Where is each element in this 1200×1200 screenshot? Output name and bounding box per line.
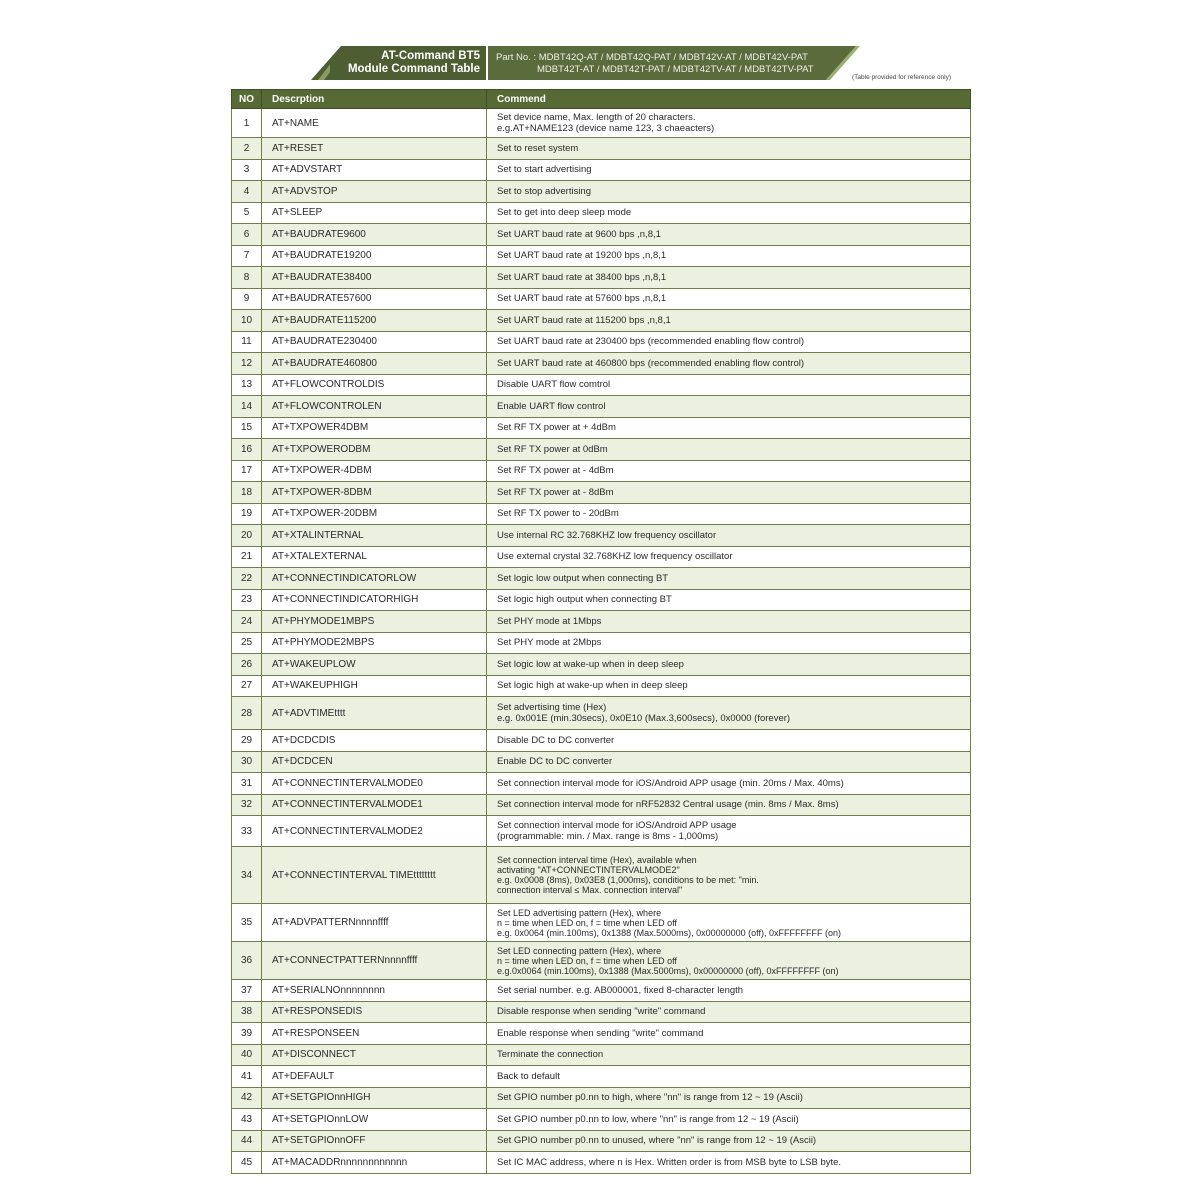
description-line: Set GPIO number p0.nn to unused, where "nn" is range from 12 ~ 19 (Ascii) — [497, 1135, 817, 1147]
description-line: connection interval ≤ Max. connection interval" — [497, 885, 683, 895]
command-cell: AT+BAUDRATE57600 — [262, 288, 487, 310]
row-number: 34 — [232, 847, 262, 904]
row-number: 37 — [232, 980, 262, 1002]
description-cell — [487, 267, 971, 289]
row-number: 5 — [232, 202, 262, 224]
description-line: Set to stop advertising — [497, 185, 591, 197]
table-row — [232, 980, 971, 1002]
part-line-1: Part No. : MDBT42Q-AT / MDBT42Q-PAT / MDBT42V-AT / MDBT42V-PAT — [496, 52, 808, 63]
row-number: 43 — [232, 1109, 262, 1131]
description-line: Use external crystal 32.768KHZ low frequency oscillator — [497, 551, 733, 563]
table-row — [232, 1152, 971, 1174]
table-row — [232, 904, 971, 942]
description-line: (programmable: min. / Max. range is 8ms - 1,000ms) — [497, 831, 719, 842]
row-number: 10 — [232, 310, 262, 332]
description-cell — [487, 816, 971, 847]
command-cell: AT+DCDCEN — [262, 751, 487, 773]
description-cell — [487, 417, 971, 439]
command-cell: AT+SETGPIOnnHIGH — [262, 1087, 487, 1109]
table-row — [232, 611, 971, 633]
description-line: Set to get into deep sleep mode — [497, 207, 632, 219]
description-cell — [487, 773, 971, 795]
description-line: Set PHY mode at 1Mbps — [497, 615, 602, 627]
command-cell: AT+CONNECTINDICATORHIGH — [262, 589, 487, 611]
table-row — [232, 816, 971, 847]
command-cell: AT+WAKEUPLOW — [262, 654, 487, 676]
description-cell — [487, 245, 971, 267]
row-number: 19 — [232, 503, 262, 525]
description-cell — [487, 546, 971, 568]
row-number: 14 — [232, 396, 262, 418]
description-cell — [487, 632, 971, 654]
part-numbers — [496, 52, 814, 76]
table-row — [232, 847, 971, 904]
table-row — [232, 1044, 971, 1066]
row-number: 30 — [232, 751, 262, 773]
command-cell: AT+ADVSTART — [262, 159, 487, 181]
description-line: e.g.AT+NAME123 (device name 123, 3 chaeacters) — [497, 123, 715, 134]
command-cell: AT+DCDCDIS — [262, 730, 487, 752]
row-number: 23 — [232, 589, 262, 611]
column-header-command: Commend — [487, 90, 971, 109]
description-line: Set connection interval mode for iOS/Android APP usage — [497, 820, 737, 831]
description-line: activating "AT+CONNECTINTERVALMODE2" — [497, 865, 680, 875]
row-number: 33 — [232, 816, 262, 847]
description-cell — [487, 1044, 971, 1066]
description-line: Set connection interval time (Hex), available when — [497, 855, 697, 865]
table-row — [232, 675, 971, 697]
table-row — [232, 1001, 971, 1023]
description-cell — [487, 654, 971, 676]
table-row — [232, 267, 971, 289]
table-row — [232, 942, 971, 980]
description-cell — [487, 224, 971, 246]
description-cell — [487, 1109, 971, 1131]
table-row — [232, 1130, 971, 1152]
table-row — [232, 794, 971, 816]
description-line: Disable DC to DC converter — [497, 734, 615, 746]
description-line: Set logic low at wake-up when in deep sleep — [497, 658, 684, 670]
description-cell — [487, 288, 971, 310]
description-line: Set GPIO number p0.nn to low, where "nn" is range from 12 ~ 19 (Ascii) — [497, 1113, 799, 1125]
description-cell — [487, 980, 971, 1002]
table-row — [232, 525, 971, 547]
row-number: 41 — [232, 1066, 262, 1088]
command-cell: AT+BAUDRATE19200 — [262, 245, 487, 267]
description-cell — [487, 138, 971, 160]
part-line-2: MDBT42T-AT / MDBT42T-PAT / MDBT42TV-AT / MDBT42TV-PAT — [537, 64, 814, 75]
command-cell: AT+XTALINTERNAL — [262, 525, 487, 547]
description-cell — [487, 353, 971, 375]
table-row — [232, 374, 971, 396]
description-line: e.g.0x0064 (min.100ms), 0x1388 (Max.5000ms), 0x00000000 (off), 0xFFFFFFFF (on) — [497, 965, 839, 976]
command-cell: AT+CONNECTPATTERNnnnnffff — [262, 942, 487, 980]
command-cell: AT+TXPOWER-4DBM — [262, 460, 487, 482]
command-cell: AT+CONNECTINTERVAL TIMEtttttttt — [262, 847, 487, 904]
command-cell: AT+PHYMODE2MBPS — [262, 632, 487, 654]
command-cell: AT+RESPONSEEN — [262, 1023, 487, 1045]
description-cell — [487, 331, 971, 353]
row-number: 17 — [232, 460, 262, 482]
command-cell: AT+DISCONNECT — [262, 1044, 487, 1066]
row-number: 39 — [232, 1023, 262, 1045]
command-cell: AT+TXPOWER4DBM — [262, 417, 487, 439]
row-number: 29 — [232, 730, 262, 752]
command-cell: AT+TXPOWER-20DBM — [262, 503, 487, 525]
command-cell: AT+BAUDRATE460800 — [262, 353, 487, 375]
row-number: 18 — [232, 482, 262, 504]
table-row — [232, 353, 971, 375]
row-number: 27 — [232, 675, 262, 697]
description-line: Enable DC to DC converter — [497, 756, 613, 768]
table-row — [232, 1109, 971, 1131]
command-cell: AT+FLOWCONTROLEN — [262, 396, 487, 418]
table-row — [232, 773, 971, 795]
description-line: Set logic high at wake-up when in deep sleep — [497, 680, 688, 692]
command-cell: AT+PHYMODE1MBPS — [262, 611, 487, 633]
table-row — [232, 546, 971, 568]
row-number: 25 — [232, 632, 262, 654]
table-row — [232, 730, 971, 752]
row-number: 24 — [232, 611, 262, 633]
description-cell — [487, 675, 971, 697]
row-number: 20 — [232, 525, 262, 547]
command-cell: AT+SLEEP — [262, 202, 487, 224]
description-line: Set connection interval mode for nRF52832 Central usage (min. 8ms / Max. 8ms) — [497, 799, 839, 811]
table-row — [232, 224, 971, 246]
description-cell — [487, 181, 971, 203]
row-number: 22 — [232, 568, 262, 590]
description-cell — [487, 1001, 971, 1023]
column-header-no: NO — [232, 90, 262, 109]
description-line: Set RF TX power at + 4dBm — [497, 422, 616, 434]
description-line: e.g. 0x001E (min.30secs), 0x0E10 (Max.3,600secs), 0x0000 (forever) — [497, 713, 791, 724]
row-number: 11 — [232, 331, 262, 353]
description-line: Set to reset system — [497, 142, 579, 154]
table-row — [232, 181, 971, 203]
description-cell — [487, 439, 971, 461]
description-cell — [487, 202, 971, 224]
table-row — [232, 159, 971, 181]
description-line: Set connection interval mode for iOS/Android APP usage (min. 20ms / Max. 40ms) — [497, 777, 844, 789]
description-cell — [487, 503, 971, 525]
table-row — [232, 654, 971, 676]
command-cell: AT+BAUDRATE230400 — [262, 331, 487, 353]
title-line-2: Module Command Table — [347, 63, 480, 75]
description-line: Disable UART flow comtrol — [497, 379, 611, 391]
command-cell: AT+BAUDRATE38400 — [262, 267, 487, 289]
description-cell — [487, 396, 971, 418]
description-cell — [487, 310, 971, 332]
table-header-row — [232, 90, 971, 109]
table-row — [232, 1066, 971, 1088]
row-number: 44 — [232, 1130, 262, 1152]
command-cell: AT+SETGPIOnnOFF — [262, 1130, 487, 1152]
command-cell: AT+ADVTIMEtttt — [262, 697, 487, 730]
table-row — [232, 138, 971, 160]
command-cell: AT+CONNECTINTERVALMODE2 — [262, 816, 487, 847]
command-cell: AT+TXPOWER-8DBM — [262, 482, 487, 504]
description-cell — [487, 1152, 971, 1174]
row-number: 13 — [232, 374, 262, 396]
table-row — [232, 396, 971, 418]
row-number: 45 — [232, 1152, 262, 1174]
description-line: Set to start advertising — [497, 164, 592, 176]
description-line: Set UART baud rate at 230400 bps (recommended enabling flow control) — [497, 336, 804, 348]
row-number: 28 — [232, 697, 262, 730]
description-line: Terminate the connection — [497, 1049, 604, 1061]
row-number: 8 — [232, 267, 262, 289]
command-cell: AT+CONNECTINTERVALMODE0 — [262, 773, 487, 795]
description-cell — [487, 1130, 971, 1152]
command-cell: AT+BAUDRATE9600 — [262, 224, 487, 246]
description-line: Set UART baud rate at 19200 bps ,n,8,1 — [497, 250, 667, 262]
description-cell — [487, 847, 971, 904]
reference-note: (Table provided for reference only) — [852, 74, 951, 81]
table-row — [232, 697, 971, 730]
description-line: Set logic low output when connecting BT — [497, 572, 669, 584]
description-line: Set GPIO number p0.nn to high, where "nn" is range from 12 ~ 19 (Ascii) — [497, 1092, 803, 1104]
description-line: Set UART baud rate at 9600 bps ,n,8,1 — [497, 228, 661, 240]
command-cell: AT+TXPOWERODBM — [262, 439, 487, 461]
description-line: Set RF TX power at 0dBm — [497, 443, 608, 455]
row-number: 15 — [232, 417, 262, 439]
description-cell — [487, 589, 971, 611]
description-line: Set UART baud rate at 38400 bps ,n,8,1 — [497, 271, 667, 283]
description-line: Set LED advertising pattern (Hex), where — [497, 907, 662, 918]
row-number: 2 — [232, 138, 262, 160]
table-row — [232, 482, 971, 504]
description-cell — [487, 942, 971, 980]
description-cell — [487, 1087, 971, 1109]
description-line: Set UART baud rate at 57600 bps ,n,8,1 — [497, 293, 667, 305]
description-line: Set PHY mode at 2Mbps — [497, 637, 602, 649]
row-number: 1 — [232, 109, 262, 138]
row-number: 32 — [232, 794, 262, 816]
row-number: 21 — [232, 546, 262, 568]
description-line: Back to default — [497, 1070, 560, 1082]
row-number: 26 — [232, 654, 262, 676]
description-line: Set advertising time (Hex) — [497, 702, 607, 713]
title-line-1: AT-Command BT5 — [381, 50, 480, 62]
row-number: 9 — [232, 288, 262, 310]
row-number: 7 — [232, 245, 262, 267]
description-cell — [487, 482, 971, 504]
description-cell — [487, 751, 971, 773]
description-line: Set logic high output when connecting BT — [497, 594, 672, 606]
description-line: Set UART baud rate at 460800 bps (recommended enabling flow control) — [497, 357, 804, 369]
command-cell: AT+MACADDRnnnnnnnnnnnn — [262, 1152, 487, 1174]
description-line: Set LED connecting pattern (Hex), where — [497, 945, 662, 956]
command-cell: AT+BAUDRATE115200 — [262, 310, 487, 332]
description-cell — [487, 568, 971, 590]
command-cell: AT+ADVPATTERNnnnnffff — [262, 904, 487, 942]
row-number: 38 — [232, 1001, 262, 1023]
description-cell — [487, 109, 971, 138]
description-cell — [487, 374, 971, 396]
command-cell: AT+DEFAULT — [262, 1066, 487, 1088]
row-number: 4 — [232, 181, 262, 203]
command-cell: AT+CONNECTINTERVALMODE1 — [262, 794, 487, 816]
table-body — [232, 109, 971, 1174]
table-row — [232, 439, 971, 461]
description-line: e.g. 0x0008 (8ms), 0x03E8 (1,000ms), conditions to be met: "min. — [497, 875, 759, 885]
table-row — [232, 310, 971, 332]
command-cell: AT+ADVSTOP — [262, 181, 487, 203]
description-line: n = time when LED on, f = time when LED off — [497, 917, 677, 928]
table-row — [232, 460, 971, 482]
table-row — [232, 417, 971, 439]
description-line: Set RF TX power to - 20dBm — [497, 508, 619, 520]
table-row — [232, 245, 971, 267]
command-cell: AT+SERIALNOnnnnnnnn — [262, 980, 487, 1002]
description-line: Set RF TX power at - 8dBm — [497, 486, 614, 498]
command-cell: AT+WAKEUPHIGH — [262, 675, 487, 697]
description-line: Enable response when sending "write" command — [497, 1027, 704, 1039]
description-cell — [487, 525, 971, 547]
table-row — [232, 1087, 971, 1109]
description-cell — [487, 159, 971, 181]
row-number: 3 — [232, 159, 262, 181]
command-cell: AT+RESPONSEDIS — [262, 1001, 487, 1023]
row-number: 42 — [232, 1087, 262, 1109]
table-row — [232, 632, 971, 654]
command-cell: AT+XTALEXTERNAL — [262, 546, 487, 568]
description-line: Enable UART flow control — [497, 400, 606, 412]
table-row — [232, 288, 971, 310]
row-number: 6 — [232, 224, 262, 246]
description-line: Set device name, Max. length of 20 characters. — [497, 112, 696, 123]
description-cell — [487, 611, 971, 633]
command-cell: AT+SETGPIOnnLOW — [262, 1109, 487, 1131]
description-line: Use internal RC 32.768KHZ low frequency oscillator — [497, 529, 717, 541]
description-cell — [487, 1023, 971, 1045]
row-number: 36 — [232, 942, 262, 980]
table-row — [232, 589, 971, 611]
table-row — [232, 568, 971, 590]
command-cell: AT+NAME — [262, 109, 487, 138]
description-line: e.g. 0x0064 (min.100ms), 0x1388 (Max.5000ms), 0x00000000 (off), 0xFFFFFFFF (on) — [497, 927, 841, 938]
description-line: Set serial number. e.g. AB000001, fixed 8-character length — [497, 984, 744, 996]
row-number: 35 — [232, 904, 262, 942]
command-table — [231, 89, 971, 1174]
row-number: 40 — [232, 1044, 262, 1066]
row-number: 31 — [232, 773, 262, 795]
table-row — [232, 503, 971, 525]
description-cell — [487, 730, 971, 752]
description-cell — [487, 697, 971, 730]
table-row — [232, 1023, 971, 1045]
description-line: Set IC MAC address, where n is Hex. Written order is from MSB byte to LSB byte. — [497, 1156, 842, 1168]
table-row — [232, 331, 971, 353]
description-line: Set UART baud rate at 115200 bps ,n,8,1 — [497, 314, 671, 326]
description-cell — [487, 1066, 971, 1088]
row-number: 16 — [232, 439, 262, 461]
column-header-description: Descrption — [262, 90, 487, 109]
description-line: Set RF TX power at - 4dBm — [497, 465, 614, 477]
description-line: n = time when LED on, f = time when LED off — [497, 955, 677, 966]
table-row — [232, 202, 971, 224]
command-cell: AT+FLOWCONTROLDIS — [262, 374, 487, 396]
table-row — [232, 751, 971, 773]
command-cell: AT+CONNECTINDICATORLOW — [262, 568, 487, 590]
command-cell: AT+RESET — [262, 138, 487, 160]
description-line: Disable response when sending "write" command — [497, 1006, 706, 1018]
description-cell — [487, 460, 971, 482]
page-title — [340, 50, 480, 76]
description-cell — [487, 794, 971, 816]
row-number: 12 — [232, 353, 262, 375]
table-row — [232, 109, 971, 138]
description-cell — [487, 904, 971, 942]
